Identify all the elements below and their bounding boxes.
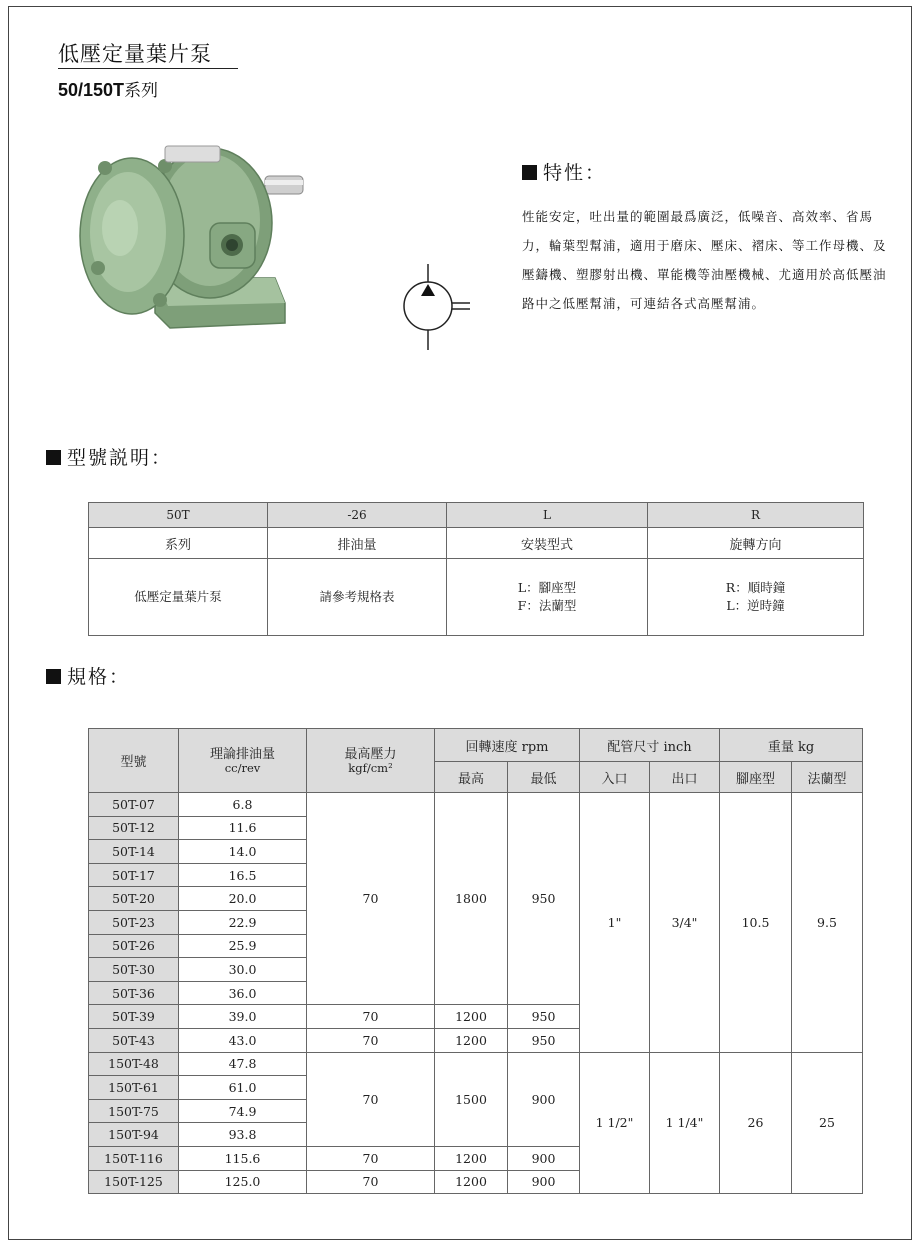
speed-max-cell: 1800 xyxy=(435,793,508,1005)
desc-rotation xyxy=(648,559,864,636)
speed-max-cell: 1200 xyxy=(435,1028,508,1052)
pipe-in-cell: 1 1/2" xyxy=(580,1052,650,1194)
model-cell: 50T-39 xyxy=(89,1005,179,1029)
speed-min-cell: 900 xyxy=(508,1170,580,1194)
model-cell: 50T-43 xyxy=(89,1028,179,1052)
series-code: 50/150T xyxy=(58,80,125,100)
model-cell: 50T-36 xyxy=(89,981,179,1005)
model-cell: 50T-23 xyxy=(89,910,179,934)
header-model: 型號 xyxy=(89,729,179,793)
model-explanation-heading xyxy=(46,443,172,470)
pipe-out-cell: 1 1/4" xyxy=(650,1052,720,1194)
pressure-cell: 70 xyxy=(307,1005,435,1029)
model-cell: 50T-07 xyxy=(89,793,179,817)
code-series: 50T xyxy=(89,503,268,528)
header-displacement: 理論排油量 cc/rev xyxy=(179,729,307,793)
features-heading xyxy=(522,158,606,185)
displacement-cell: 61.0 xyxy=(179,1076,307,1100)
code-displacement: -26 xyxy=(268,503,447,528)
weight-flange-cell: 9.5 xyxy=(792,793,863,1053)
displacement-cell: 93.8 xyxy=(179,1123,307,1147)
displacement-cell: 14.0 xyxy=(179,840,307,864)
displacement-cell: 39.0 xyxy=(179,1005,307,1029)
weight-foot-cell: 26 xyxy=(720,1052,792,1194)
pipe-in-cell: 1" xyxy=(580,793,650,1053)
weight-foot-cell: 10.5 xyxy=(720,793,792,1053)
model-cell: 150T-75 xyxy=(89,1099,179,1123)
speed-min-cell: 900 xyxy=(508,1146,580,1170)
mount-option: F：法蘭型 xyxy=(517,598,577,613)
page-title: 低壓定量葉片泵 xyxy=(58,42,212,66)
spec-table-body xyxy=(89,793,863,1194)
pump-photo xyxy=(60,128,310,333)
model-cell: 50T-17 xyxy=(89,863,179,887)
speed-max-cell: 1200 xyxy=(435,1005,508,1029)
specs-heading xyxy=(46,662,130,689)
label-series: 系列 xyxy=(89,528,268,559)
displacement-cell: 25.9 xyxy=(179,934,307,958)
model-cell: 150T-48 xyxy=(89,1052,179,1076)
pressure-cell: 70 xyxy=(307,793,435,1005)
displacement-cell: 125.0 xyxy=(179,1170,307,1194)
bullet-square-icon xyxy=(522,165,537,180)
displacement-cell: 43.0 xyxy=(179,1028,307,1052)
header-pipe-in: 入口 xyxy=(580,762,650,793)
speed-min-cell: 950 xyxy=(508,793,580,1005)
model-explanation-table xyxy=(88,502,864,636)
series-title xyxy=(58,76,158,101)
model-cell: 50T-14 xyxy=(89,840,179,864)
header-pressure: 最高壓力 kgf/cm² xyxy=(307,729,435,793)
label-rotation: 旋轉方向 xyxy=(648,528,864,559)
table-row xyxy=(89,1052,863,1076)
features-heading-text: 特性： xyxy=(543,162,607,184)
pressure-cell: 70 xyxy=(307,1146,435,1170)
mount-option: L：腳座型 xyxy=(517,580,577,595)
pressure-cell: 70 xyxy=(307,1028,435,1052)
speed-min-cell: 950 xyxy=(508,1028,580,1052)
label-mount: 安裝型式 xyxy=(447,528,648,559)
displacement-cell: 22.9 xyxy=(179,910,307,934)
speed-max-cell: 1200 xyxy=(435,1170,508,1194)
speed-min-cell: 950 xyxy=(508,1005,580,1029)
model-cell: 150T-61 xyxy=(89,1076,179,1100)
header-weight: 重量 kg xyxy=(720,729,863,762)
header-weight-foot: 腳座型 xyxy=(720,762,792,793)
model-explanation-heading-text: 型號説明： xyxy=(67,447,173,469)
weight-flange-cell: 25 xyxy=(792,1052,863,1194)
model-cell: 150T-94 xyxy=(89,1123,179,1147)
spec-table xyxy=(88,728,863,1194)
header-speed: 回轉速度 rpm xyxy=(435,729,580,762)
rotation-option: L：逆時鐘 xyxy=(726,598,785,613)
model-cell: 50T-30 xyxy=(89,958,179,982)
model-cell: 50T-12 xyxy=(89,816,179,840)
features-text: 性能安定，吐出量的範圍最爲廣泛，低噪音、高效率、省馬力，輪葉型幫浦，適用于磨床、壓床、褶床、等工作母機、及壓鑄機、塑膠射出機、單能機等油壓機械、尤適用於高低壓油路中之低壓幫浦，可連結各式高壓幫浦。 xyxy=(522,209,887,311)
table-row xyxy=(89,793,863,817)
speed-max-cell: 1500 xyxy=(435,1052,508,1146)
desc-series: 低壓定量葉片泵 xyxy=(89,559,268,636)
displacement-cell: 6.8 xyxy=(179,793,307,817)
displacement-cell: 74.9 xyxy=(179,1099,307,1123)
header-speed-min: 最低 xyxy=(508,762,580,793)
displacement-cell: 11.6 xyxy=(179,816,307,840)
speed-min-cell: 900 xyxy=(508,1052,580,1146)
displacement-cell: 30.0 xyxy=(179,958,307,982)
desc-displacement: 請參考規格表 xyxy=(268,559,447,636)
displacement-cell: 115.6 xyxy=(179,1146,307,1170)
model-cell: 150T-125 xyxy=(89,1170,179,1194)
rotation-option: R：順時鐘 xyxy=(725,580,786,595)
hydraulic-pump-symbol-icon xyxy=(398,262,478,352)
header-pipe-out: 出口 xyxy=(650,762,720,793)
bullet-square-icon xyxy=(46,669,61,684)
label-displacement: 排油量 xyxy=(268,528,447,559)
header-speed-max: 最高 xyxy=(435,762,508,793)
displacement-cell: 16.5 xyxy=(179,863,307,887)
displacement-cell: 20.0 xyxy=(179,887,307,911)
bullet-square-icon xyxy=(46,450,61,465)
series-suffix: 系列 xyxy=(124,81,159,101)
pressure-cell: 70 xyxy=(307,1052,435,1146)
header-pipe: 配管尺寸 inch xyxy=(580,729,720,762)
pressure-cell: 70 xyxy=(307,1170,435,1194)
model-cell: 150T-116 xyxy=(89,1146,179,1170)
displacement-cell: 47.8 xyxy=(179,1052,307,1076)
specs-heading-text: 規格： xyxy=(67,666,131,688)
model-cell: 50T-20 xyxy=(89,887,179,911)
code-rotation: R xyxy=(648,503,864,528)
code-mount: L xyxy=(447,503,648,528)
title-underline xyxy=(58,68,238,69)
model-cell: 50T-26 xyxy=(89,934,179,958)
speed-max-cell: 1200 xyxy=(435,1146,508,1170)
header-weight-flange: 法蘭型 xyxy=(792,762,863,793)
displacement-cell: 36.0 xyxy=(179,981,307,1005)
desc-mount xyxy=(447,559,648,636)
pipe-out-cell: 3/4" xyxy=(650,793,720,1053)
